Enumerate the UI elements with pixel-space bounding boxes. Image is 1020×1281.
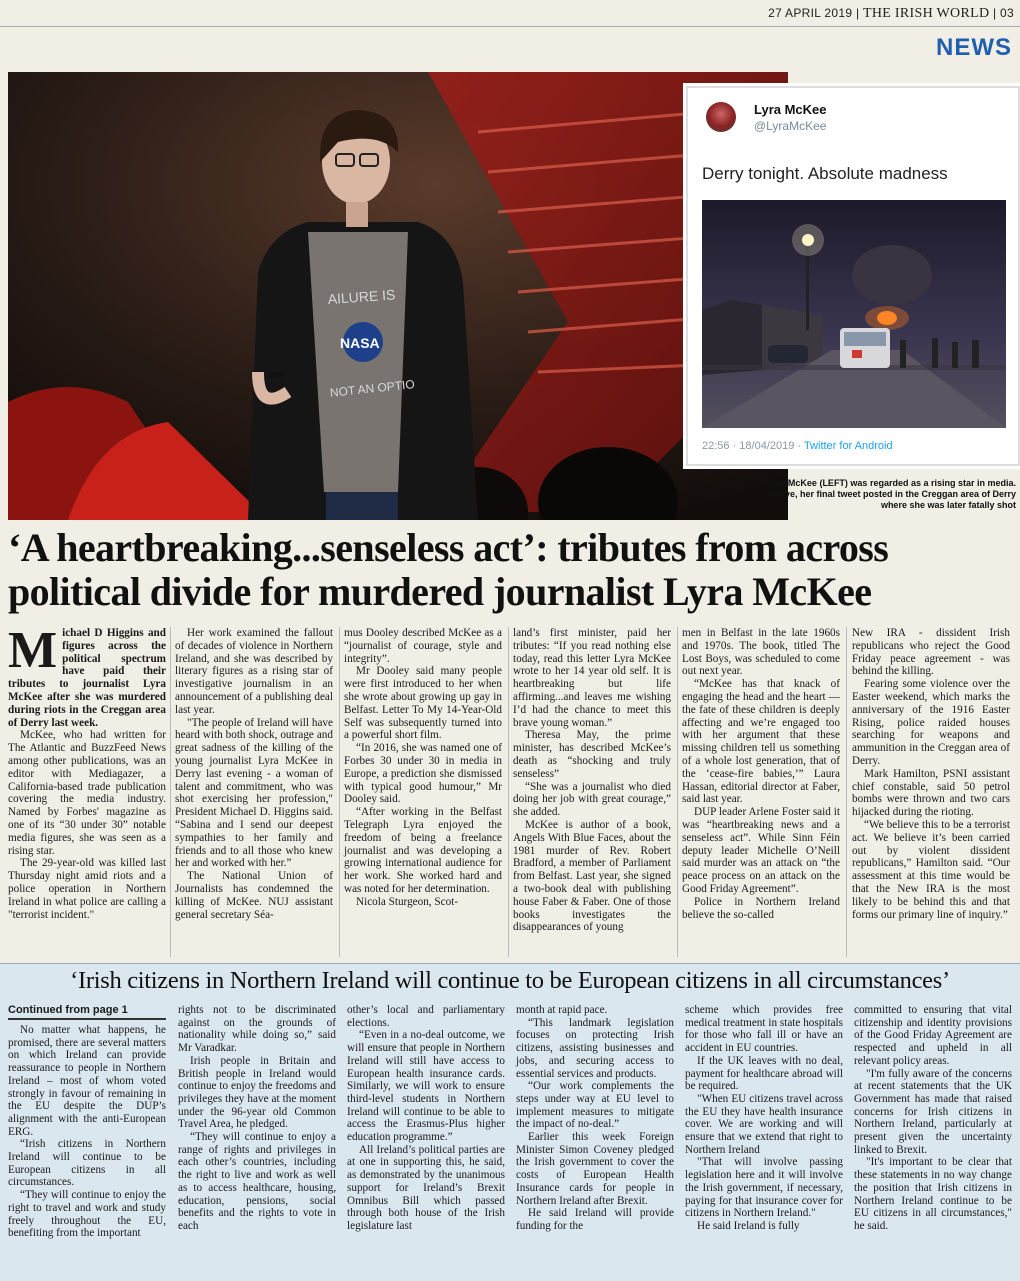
section-label: NEWS	[936, 34, 1012, 61]
paragraph: scheme which provides free medical treatment in state hospitals for those who fall ill or have an accident in EU countries.	[685, 1004, 843, 1055]
riot-street-photo	[702, 200, 1006, 428]
paragraph: "That will involve passing legislation here and it will involve the Irish government, if necessary, paying for that insurance cover for citizens in Northern Ireland."	[685, 1156, 843, 1220]
box-column-4	[516, 1004, 674, 1233]
paragraph: Mr Dooley said many people were first introduced to her when she wrote about growing up gay in Belfast. Letter To My 14-Year-Old Self was subsequently turned into a powerful short film.	[344, 665, 502, 742]
column-divider	[170, 627, 171, 957]
paragraph: He said Ireland will provide funding for the	[516, 1207, 674, 1232]
paragraph: "It's important to be clear that these statements in no way change the position that Irish citizens in Northern Ireland continue to be EU citizens in all circumstances," he said.	[854, 1156, 1012, 1232]
svg-text:NASA: NASA	[340, 335, 380, 351]
paragraph: DUP leader Arlene Foster said it was “heartbreaking news and a senseless act”. While Sinn Féin deputy leader Michelle O’Neill said murder was an attack on “the peace process on an attack on the Good Friday Agreement”.	[682, 806, 840, 895]
article-column-3	[344, 627, 502, 909]
paragraph: “They will continue to enjoy the right to travel and work and study freely throughout the EU, benefiting from the important	[8, 1189, 166, 1240]
article-column-2	[175, 627, 333, 921]
continued-label: Continued from page 1	[8, 1004, 166, 1020]
avatar	[706, 102, 736, 132]
tweet-text: Derry tonight. Absolute madness	[702, 164, 948, 183]
paragraph: Mark Hamilton, PSNI assistant chief constable, said 50 petrol bombs were thrown and two cars hijacked during the rioting.	[852, 767, 1010, 819]
secondary-headline: ‘Irish citizens in Northern Ireland will continue to be European citizens in all circumstances’	[70, 967, 950, 994]
paragraph: other’s local and parliamentary elections.	[347, 1004, 505, 1029]
paragraph: If the UK leaves with no deal, payment for healthcare abroad will be required.	[685, 1054, 843, 1093]
speaker-photo-illustration	[8, 72, 788, 520]
paragraph: “After working in the Belfast Telegraph Lyra enjoyed the freedom of being a freelance journalist and was developing a growing international audience for her work. She worked hard and was noted for her determination.	[344, 806, 502, 895]
paragraph: “Our work complements the steps under way at EU level to implement measures to mitigate the impact of no-deal.”	[516, 1080, 674, 1131]
paragraph: men in Belfast in the late 1960s and 1970s. The book, titled The Lost Boys, was scheduled to come out next year.	[682, 627, 840, 678]
tweet-card	[686, 86, 1020, 466]
article-column-1	[8, 622, 166, 921]
paragraph: McKee, who had written for The Atlantic and BuzzFeed News among other publications, was an editor with Mediagazer, a California-based trade publication covering the media industry. Named by Forbes' magazine as one of its “30 under 30” notable media figures, she was seen as a rising star.	[8, 729, 166, 857]
tweet-timestamp: 22:56 · 18/04/2019 ·	[702, 440, 804, 452]
paragraph: McKee is author of a book, Angels With Blue Faces, about the 1981 murder of Rev. Robert Bradford, a member of Parliament from Belfast. Last year, she signed a two-book deal with publishing house Faber & Faber. One of those books investigates the disappearances of young	[513, 818, 671, 934]
paragraph: “In 2016, she was named one of Forbes 30 under 30 in media in Europe, a prediction she dismissed with typical good humour,” Mr Dooley said.	[344, 742, 502, 806]
tweet-author-name: Lyra McKee	[754, 102, 827, 117]
paragraph: land’s first minister, paid her tributes: “If you read nothing else today, read this letter Lyra McKee wrote to her 14 year old self. It is heartbreaking but life affirming...and leaves me wishing I’d had the chance to meet this brave young woman.”	[513, 627, 671, 729]
paragraph: He said Ireland is fully	[697, 1219, 800, 1232]
paragraph: New IRA - dissident Irish republicans who reject the Good Friday peace agreement - was behind the killing.	[852, 627, 1010, 678]
photo-caption: Lyra McKee (LEFT) was regarded as a rising star in media. Above, her final tweet posted in the Creggan area of Derry where she was later fatally shot	[766, 478, 1016, 510]
paragraph: “Irish citizens in Northern Ireland will continue to be European citizens in all circumstances.	[8, 1138, 166, 1189]
page-title: ‘A heartbreaking...senseless act’: tributes from across political divide for murdered journalist Lyra McKee	[8, 525, 889, 614]
box-column-5	[685, 1004, 843, 1233]
masthead: 27 APRIL 2019 | THE IRISH WORLD | 03	[768, 6, 1014, 21]
box-column-6	[854, 1004, 1012, 1233]
masthead-rule	[0, 26, 1020, 27]
article-column-5	[682, 627, 840, 921]
paragraph: committed to ensuring that vital citizenship and identity provisions of the Good Friday Agreement are respected and upheld in all relevant policy areas.	[854, 1004, 1012, 1067]
svg-text:NOT AN OPTIO: NOT AN OPTIO	[329, 377, 416, 400]
publication-name: THE IRISH WORLD	[863, 6, 990, 21]
main-photo	[8, 72, 788, 520]
box-column-3	[347, 1004, 505, 1233]
tweet-author-handle: @LyraMcKee	[754, 119, 827, 133]
paragraph: Police in Northern Ireland believe the so-called	[682, 895, 840, 921]
column-divider	[339, 627, 340, 957]
article-lead: ichael D Higgins and figures across the political spectrum have paid their tributes to journalist Lyra McKee after she was murdered during riots in the Creggan area of Derry last week.	[8, 627, 166, 729]
paragraph: "I'm fully aware of the concerns at recent statements that the UK Government has made that raised concerns for Irish citizens in Northern Ireland, particularly at present given the uncertainty linked to Brexit.	[854, 1067, 1012, 1156]
column-divider	[508, 627, 509, 957]
tweet-meta	[702, 440, 893, 452]
paragraph: “This landmark legislation focuses on protecting Irish citizens, assisting businesses and jobs, and securing access to essential services and products.	[516, 1016, 674, 1080]
issue-date: 27 APRIL 2019	[768, 6, 853, 20]
paragraph: Theresa May, the prime minister, has described McKee’s death as “shocking and truly senseless”	[513, 729, 671, 780]
page-number: 03	[1000, 6, 1014, 20]
paragraph: Earlier this week Foreign Minister Simon Coveney pledged the Irish government to cover the costs of European Health Insurance cards for people in Northern Ireland after Brexit.	[516, 1131, 674, 1207]
paragraph: “She was a journalist who died doing her job with great courage,” she added.	[513, 780, 671, 819]
paragraph: month at rapid pace.	[516, 1004, 608, 1016]
svg-text:AILURE IS: AILURE IS	[327, 286, 396, 308]
paragraph: “McKee has that knack of engaging the head and the heart — the fate of these children is deeply affecting and we’re engaged too with her argument that these missing children tell us something of a whole lost generation, that of the ‘cease-fire babies,’” Laura Hassan, editorial director at Faber, said last year.	[682, 678, 840, 806]
tweet-photo	[702, 200, 1006, 428]
paragraph: “They will continue to enjoy a range of rights and privileges in each other’s countries, including the right to live and work as well as to access healthcare, housing, education, pensions, social benefits and the rights to vote in each	[178, 1131, 336, 1232]
paragraph: Nicola Sturgeon, Scot-	[356, 895, 459, 908]
paragraph: Her work examined the fallout of decades of violence in Northern Ireland, and she was described by literary figures as a rising star of investigative journalism in an announcement of a publishing deal last year.	[175, 627, 333, 716]
tweet-source: Twitter for Android	[803, 440, 893, 452]
box-column-2	[178, 1004, 336, 1233]
column-divider	[677, 627, 678, 957]
paragraph: "When EU citizens travel across the EU they have health insurance cover. We are working and will ensure that we extend that right to Northern Ireland	[685, 1092, 843, 1156]
paragraph: “We believe this to be a terrorist act. We believe it’s been carried out by violent dissident republicans,” Hamilton said. “Our assessment at this time would be that the New IRA is the most likely to be behind this and that forms our primary line of inquiry.”	[852, 818, 1010, 921]
paragraph: mus Dooley described McKee as a “journalist of courage, style and integrity”.	[344, 627, 502, 665]
dropcap: M	[8, 622, 58, 679]
paragraph: Irish people in Britain and British people in Ireland would continue to enjoy the freedoms and privileges they have at the moment under the 96-year old Common Travel Area, he pledged.	[178, 1054, 336, 1131]
article-column-4	[513, 627, 671, 934]
article-column-6	[852, 627, 1010, 921]
paragraph: The 29-year-old was killed last Thursday night amid riots and a police operation in Northern Ireland in what police are calling a "terrorist incident."	[8, 857, 166, 921]
paragraph: All Ireland’s political parties are at one in supporting this, he said, as demonstrated by the unanimous support for Ireland’s Brexit Omnibus Bill which passed through both house of the Irish legislature last	[347, 1143, 505, 1232]
paragraph: rights not to be discriminated against on the grounds of nationality while doing so,” said Mr Varadkar.	[178, 1004, 336, 1055]
paragraph: "The people of Ireland will have heard with both shock, outrage and great sadness of the killing of the young journalist Lyra McKee in Derry last evening - a woman of talent and commitment, who was shot exercising her profession," President Michael D. Higgins said. “Sabina and I send our deepest sympathies to her family and friends and to all those who knew her and worked with her.”	[175, 716, 333, 870]
paragraph: The National Union of Journalists has condemned the killing of McKee. NUJ assistant general secretary Séa-	[175, 870, 333, 921]
paragraph: “Even in a no-deal outcome, we will ensure that people in Northern Ireland will still have access to European health insurance cards. Similarly, we will work to ensure third-level students in Northern Ireland will continue to be able to access the Erasmus-Plus higher education programme.”	[347, 1029, 505, 1144]
column-divider	[846, 627, 847, 957]
paragraph: Fearing some violence over the Easter weekend, which marks the anniversary of the 1916 Easter Rising, police raided houses searching for weapons and ammunition in the Creggan area of Derry.	[852, 678, 1010, 767]
box-column-1	[8, 1024, 166, 1240]
paragraph: No matter what happens, he promised, there are several matters on which Ireland can provide reassurance to people in Northern Ireland – most of whom voted strongly in favour of remaining in the EU despite the DUP’s alignment with the anti-European ERG.	[8, 1024, 166, 1138]
